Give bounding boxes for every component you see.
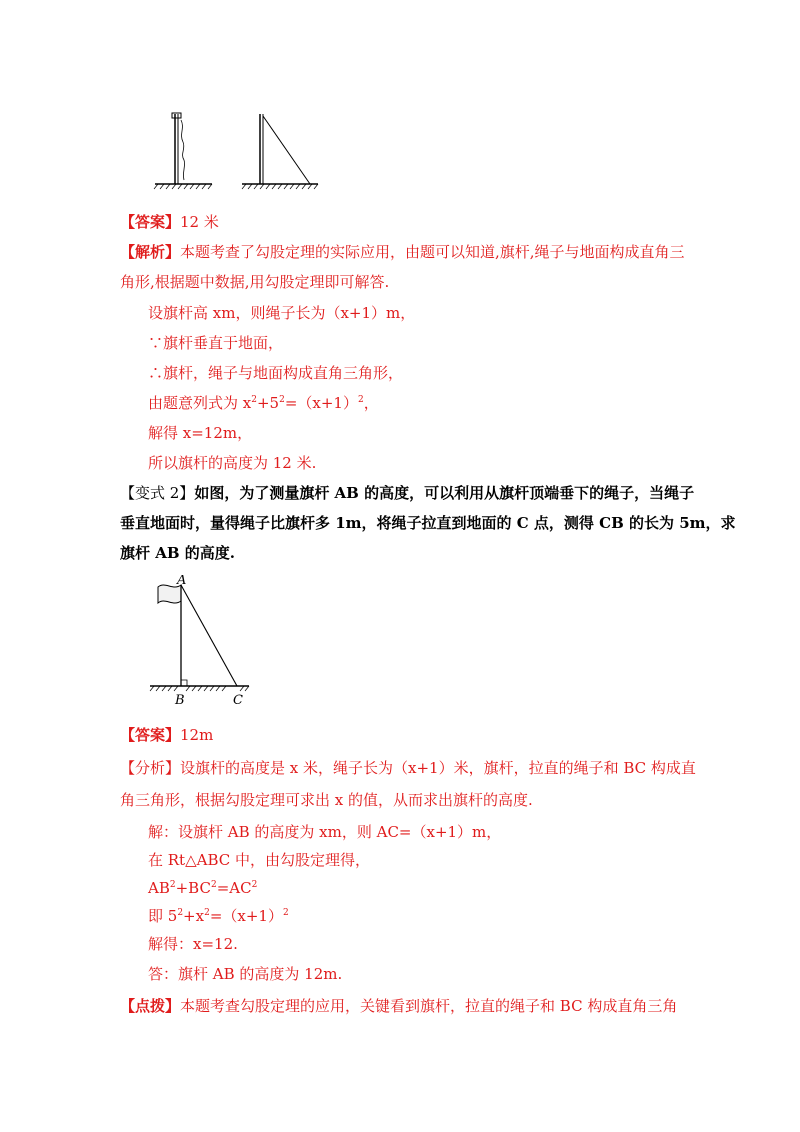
answer-2-text: 12m xyxy=(180,726,214,744)
step-1-6: 所以旗杆的高度为 12 米. xyxy=(148,454,317,472)
analysis-1-line1: 【解析】本题考查了勾股定理的实际应用，由题可以知道,旗杆,绳子与地面构成直角三 xyxy=(120,243,685,261)
variant-2-line2: 垂直地面时，量得绳子比旗杆多 1m，将绳子拉直到地面的 C 点，测得 CB 的长为 5m，求 xyxy=(120,514,736,532)
flagpole-figure-1 xyxy=(150,108,320,190)
analysis-2-label: 【分析】 xyxy=(120,759,181,777)
step-1-1: 设旗杆高 xm，则绳子长为（x+1）m， xyxy=(148,304,416,322)
step-2-1: 解：设旗杆 AB 的高度为 xm，则 AC=（x+1）m， xyxy=(148,823,502,841)
analysis-2-line1: 【分析】设旗杆的高度是 x 米，绳子长为（x+1）米，旗杆，拉直的绳子和 BC 构成直 xyxy=(120,759,696,777)
step-1-2: ∵旗杆垂直于地面， xyxy=(148,334,284,352)
step-1-3: ∴旗杆，绳子与地面构成直角三角形， xyxy=(148,364,404,382)
answer-1-text: 12 米 xyxy=(180,213,219,231)
step-1-4: 由题意列式为 $x^2+5^2=(x+1)^2$， xyxy=(148,394,379,412)
answer-1-label: 【答案】 xyxy=(120,213,181,231)
analysis-1-label: 【解析】 xyxy=(120,243,181,261)
step-2-6: 答：旗杆 AB 的高度为 12m. xyxy=(148,965,343,983)
step-2-2: 在 Rt△ABC 中，由勾股定理得， xyxy=(148,851,371,869)
variant-2-label: 【变式 2】 xyxy=(120,484,195,502)
point-b-label: B xyxy=(175,693,185,708)
variant-2-line3: 旗杆 AB 的高度. xyxy=(120,544,235,562)
step-1-5: 解得 x=12m， xyxy=(148,424,253,442)
point-c-label: C xyxy=(233,693,243,708)
step-2-4: 即 $5^2+x^2=(x+1)^2$ xyxy=(148,907,289,925)
variant-2-line1: 【变式 2】如图，为了测量旗杆 AB 的高度，可以利用从旗杆顶端垂下的绳子，当绳子 xyxy=(120,484,695,502)
tip-line1: 【点拨】本题考查勾股定理的应用，关键看到旗杆，拉直的绳子和 BC 构成直角三角 xyxy=(120,997,678,1015)
analysis-2-line2: 角三角形，根据勾股定理可求出 x 的值，从而求出旗杆的高度. xyxy=(120,791,533,809)
analysis-1-line2: 角形,根据题中数据,用勾股定理即可解答. xyxy=(120,273,390,291)
flagpole-figure-2 xyxy=(145,575,255,710)
answer-2 xyxy=(120,725,213,745)
step-2-3: $AB^2+BC^2=AC^2$ xyxy=(148,879,258,897)
step-2-5: 解得：x=12. xyxy=(148,935,238,953)
point-a-label: A xyxy=(177,575,187,588)
answer-2-label: 【答案】 xyxy=(120,726,181,744)
answer-1 xyxy=(120,212,219,232)
tip-label: 【点拨】 xyxy=(120,997,181,1015)
